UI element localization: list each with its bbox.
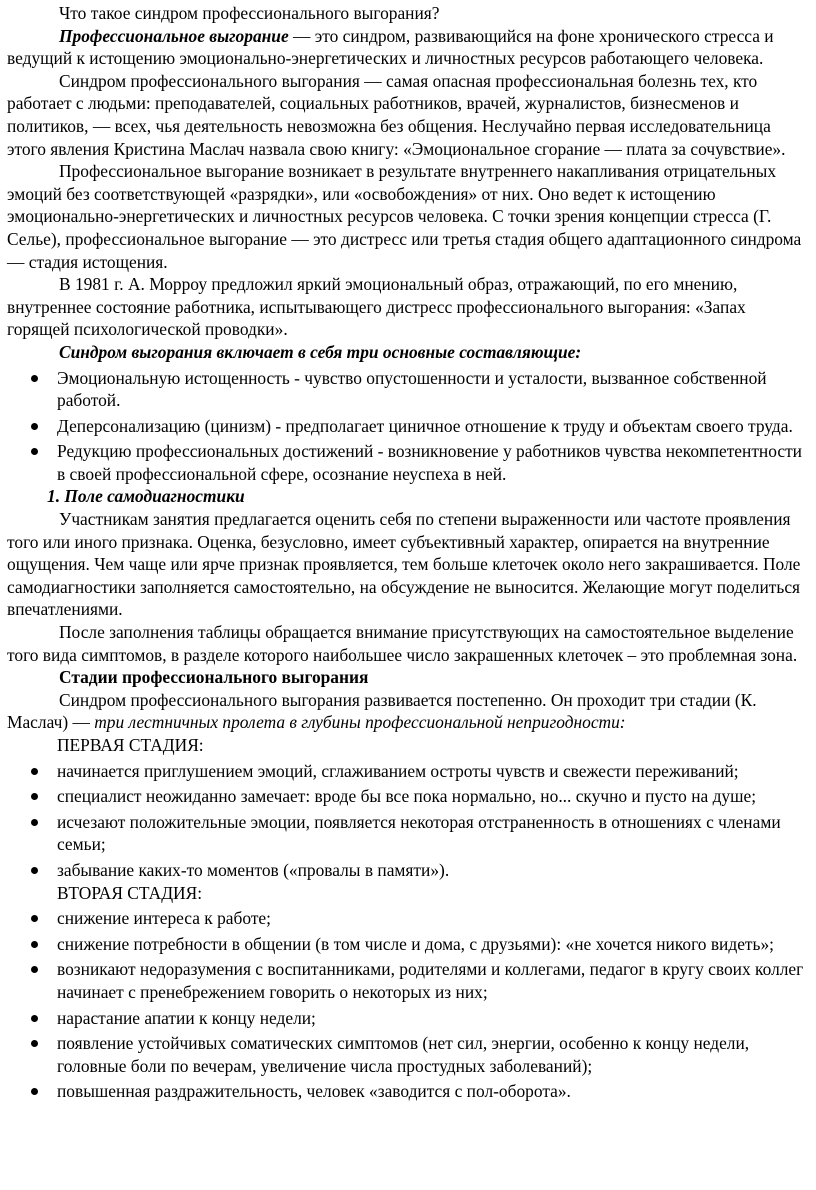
list-item: снижение потребности в общении (в том числе и дома, с друзьями): «не хочется никого видеть»;	[7, 933, 811, 956]
stages-intro-text: Синдром профессионального выгорания развивается постепенно. Он проходит три стадии (К. Маслач) —	[7, 689, 757, 733]
stage1-list	[7, 760, 811, 882]
list-item: появление устойчивых соматических симптомов (нет сил, энергии, особенно к концу недели, головные боли по вечерам, увеличение числа простудных заболеваний);	[7, 1032, 811, 1077]
selfdiag-paragraph-1: Участникам занятия предлагается оценить себя по степени выраженности или частоте проявления того или иного признака. Оценка, безусловно, имеет субъективный характер, опирается на внутренние ощущения. Чем чаще или ярче признак проявляется, тем больше клеточек около него закрашивается. Поле самодиагностики заполняется самостоятельно, на обсуждение не выносится. Желающие могут поделиться впечатлениями.	[7, 509, 801, 620]
list-item: специалист неожиданно замечает: вроде бы все пока нормально, но... скучно и пусто на душе;	[7, 785, 811, 808]
danger-paragraph: Синдром профессионального выгорания — самая опасная профессиональная болезнь тех, кто работает с людьми: преподавателей, социальных работников, врачей, журналистов, бизнесменов и политиков, — всех, чья деятельность невозможна без общения. Неслучайно первая исследовательница этого явления Кристина Маслач назвала свою книгу: «Эмоциональное сгорание — плата за сочувствие».	[7, 70, 786, 159]
stage1-title: ПЕРВАЯ СТАДИЯ:	[57, 735, 204, 755]
selfdiag-paragraph-2: После заполнения таблицы обращается внимание присутствующих на самостоятельное выделение того вида симптомов, в разделе которого наибольшее число закрашенных клеточек – это проблемная зона.	[7, 622, 798, 665]
list-item: Деперсонализацию (цинизм) - предполагает циничное отношение к труду и объектам своего труда.	[7, 415, 811, 438]
definition-paragraph	[7, 25, 811, 70]
morrow-paragraph: В 1981 г. А. Морроу предложил яркий эмоциональный образ, отражающий, по его мнению, внутреннее состояние работника, испытывающего дистресс профессионального выгорания: «Запах горящей психологической проводки».	[7, 274, 746, 340]
list-item: начинается приглушением эмоций, сглаживанием остроты чувств и свежести переживаний;	[7, 760, 811, 783]
stage2-list	[7, 907, 811, 1103]
stages-heading: Стадии профессионального выгорания	[59, 667, 369, 688]
list-item: возникают недоразумения с воспитанниками, родителями и коллегами, педагог в кругу своих коллег начинает с пренебрежением говорить о некоторых из них;	[7, 958, 811, 1003]
list-item: исчезают положительные эмоции, появляется некоторая отстраненность в отношениях с членами семьи;	[7, 811, 811, 856]
list-item: повышенная раздражительность, человек «заводится с пол-оборота».	[7, 1080, 811, 1103]
list-item: забывание каких-то моментов («провалы в памяти»).	[7, 859, 811, 882]
stage2-title: ВТОРАЯ СТАДИЯ:	[57, 882, 203, 903]
definition-term: Профессиональное выгорание	[59, 25, 289, 46]
stages-intro	[7, 689, 811, 734]
components-list	[7, 367, 811, 486]
stages-intro-italic: три лестничных пролета в глубины профессиональной непригодности:	[94, 712, 626, 733]
document-body	[7, 2, 811, 1103]
cause-paragraph: Профессиональное выгорание возникает в результате внутреннего накапливания отрицательных эмоций без соответствующей «разрядки», или «освобождения» от них. Оно ведет к истощению эмоционально-энергетических и личностных ресурсов человека. С точки зрения концепции стресса (Г. Селье), профессиональное выгорание — это дистресс или третья стадия общего адаптационного синдрома — стадия истощения.	[7, 161, 802, 272]
list-item: снижение интереса к работе;	[7, 907, 811, 930]
list-item: Эмоциональную истощенность - чувство опустошенности и усталости, вызванное собственной работой.	[7, 367, 811, 412]
list-item: Редукцию профессиональных достижений - возникновение у работников чувства некомпетентности в своей профессиональной сфере, осознание неуспеха в ней.	[7, 440, 811, 485]
list-item: нарастание апатии к концу недели;	[7, 1007, 811, 1030]
question-heading: Что такое синдром профессионального выгорания?	[59, 3, 440, 23]
definition-text: — это синдром, развивающийся на фоне хронического стресса и ведущий к истощению эмоционально-энергетических и личностных ресурсов работающего человека.	[7, 25, 774, 69]
components-heading: Синдром выгорания включает в себя три основные составляющие:	[59, 341, 582, 362]
selfdiag-heading: 1. Поле самодиагностики	[47, 486, 245, 507]
